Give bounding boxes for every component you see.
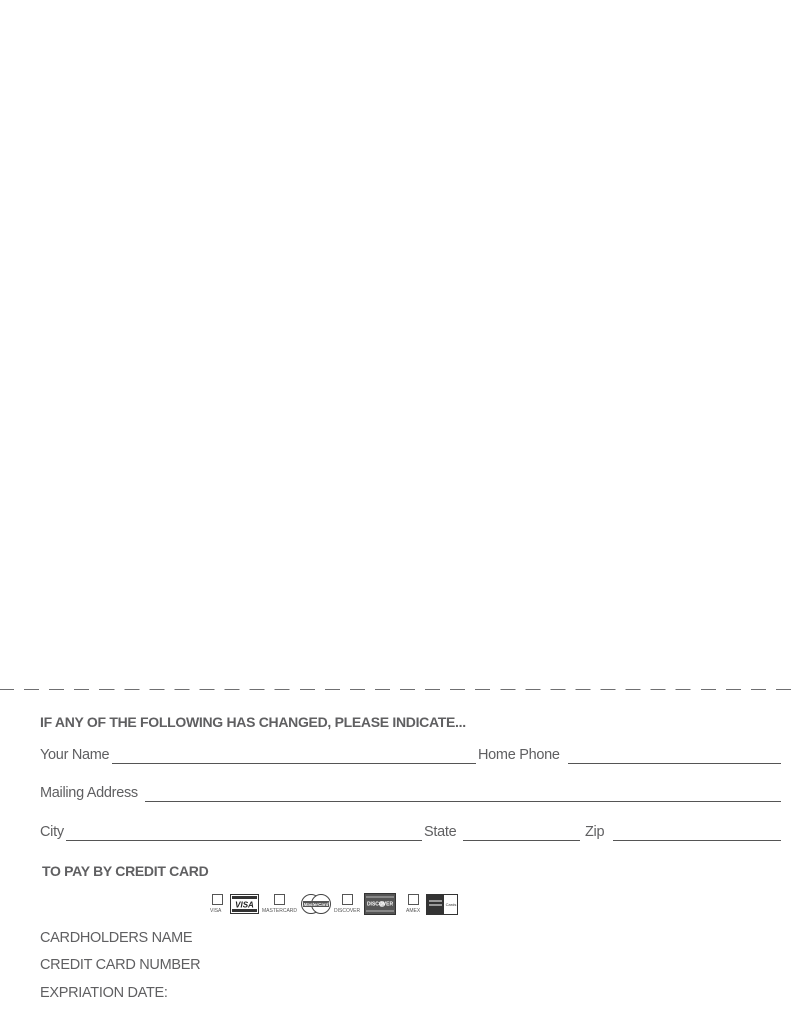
zip-label: Zip bbox=[585, 824, 605, 840]
svg-text:MasterCard: MasterCard bbox=[303, 901, 329, 907]
your-name-label: Your Name bbox=[40, 747, 110, 763]
cut-line-divider bbox=[0, 689, 799, 690]
expiration-date-label: EXPRIATION DATE: bbox=[40, 985, 168, 1001]
visa-label: VISA bbox=[210, 908, 222, 914]
visa-logo-icon bbox=[230, 894, 259, 914]
mailing-address-label: Mailing Address bbox=[40, 785, 138, 801]
zip-field[interactable] bbox=[613, 840, 781, 841]
cardholder-name-label: CARDHOLDERS NAME bbox=[40, 930, 193, 946]
your-name-field[interactable] bbox=[112, 763, 476, 764]
amex-label: AMEX bbox=[406, 908, 421, 914]
city-label: City bbox=[40, 824, 64, 840]
svg-text:VISA: VISA bbox=[235, 900, 254, 910]
discover-checkbox[interactable] bbox=[342, 894, 353, 905]
amex-logo-icon bbox=[426, 894, 458, 915]
state-field[interactable] bbox=[463, 840, 580, 841]
credit-card-heading: TO PAY BY CREDIT CARD bbox=[42, 863, 209, 879]
mastercard-label: MASTERCARD bbox=[262, 908, 298, 914]
city-field[interactable] bbox=[66, 840, 422, 841]
state-label: State bbox=[424, 824, 457, 840]
mastercard-logo-icon bbox=[300, 893, 332, 915]
visa-checkbox[interactable] bbox=[212, 894, 223, 905]
amex-checkbox[interactable] bbox=[408, 894, 419, 905]
mastercard-checkbox[interactable] bbox=[274, 894, 285, 905]
home-phone-field[interactable] bbox=[568, 763, 781, 764]
discover-label: DISCOVER bbox=[334, 908, 361, 914]
svg-text:Cards: Cards bbox=[445, 902, 457, 907]
svg-text:DISCOVER: DISCOVER bbox=[366, 901, 394, 908]
discover-logo-icon bbox=[364, 893, 396, 915]
change-info-heading: IF ANY OF THE FOLLOWING HAS CHANGED, PLEASE INDICATE... bbox=[40, 714, 466, 730]
home-phone-label: Home Phone bbox=[478, 747, 560, 763]
credit-card-number-label: CREDIT CARD NUMBER bbox=[40, 957, 201, 973]
mailing-address-field[interactable] bbox=[145, 801, 781, 802]
